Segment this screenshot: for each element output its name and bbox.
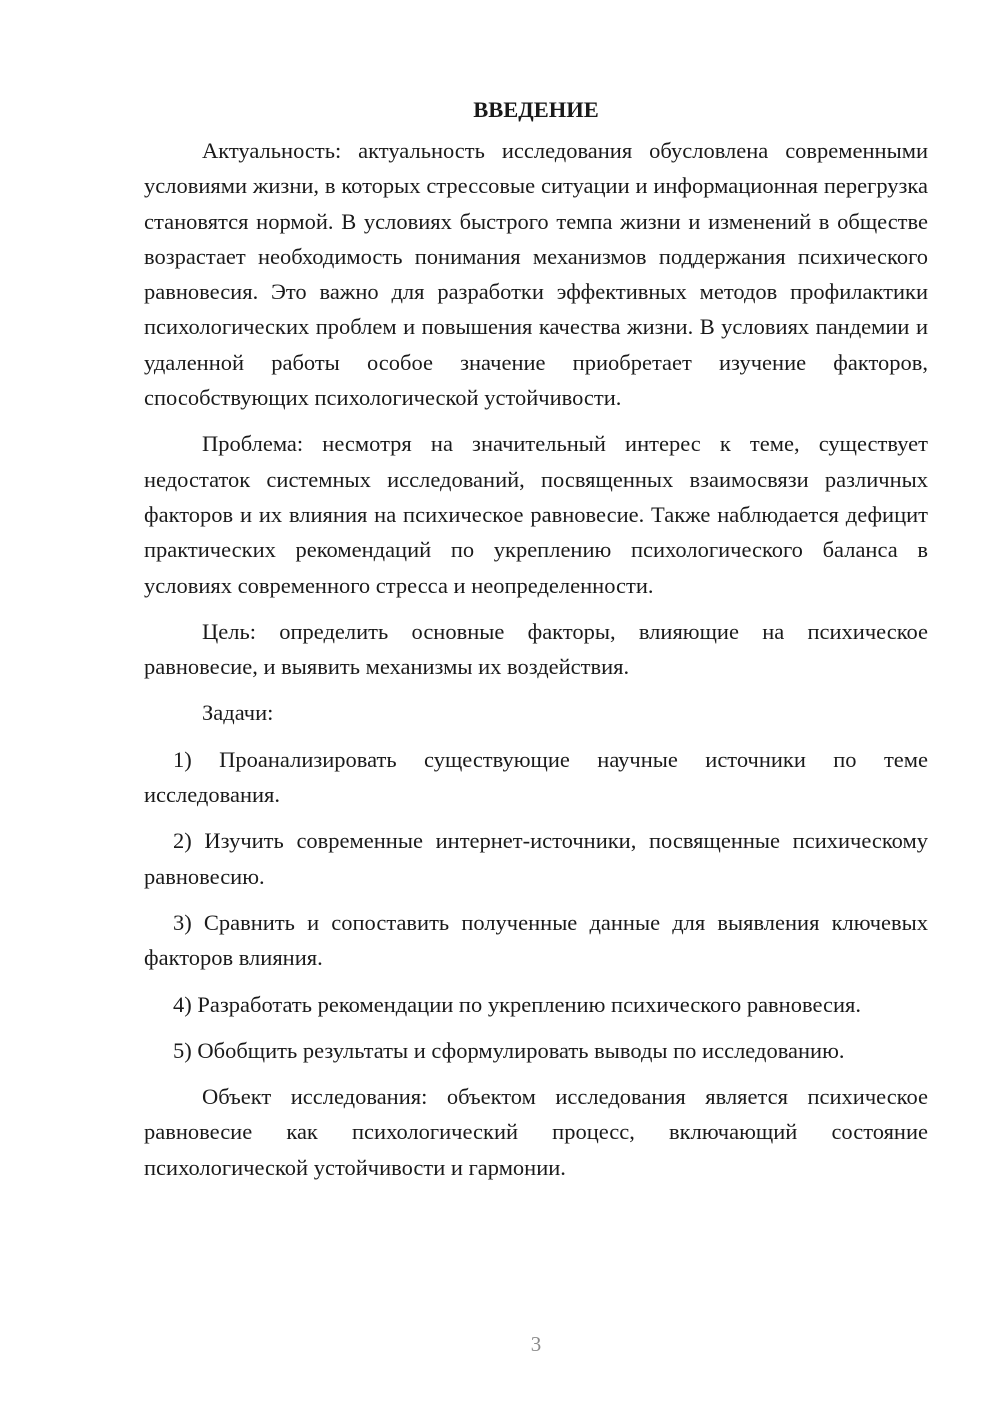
section-title: ВВЕДЕНИЕ [473, 97, 599, 122]
task-item-1: 1) Проанализировать существующие научные источники по теме исследования. [144, 746, 928, 808]
task-item-4: 4) Разработать рекомендации по укреплению психического равновесия. [173, 991, 862, 1017]
paragraph-relevance: Актуальность: актуальность исследования обусловлена современными условиями жизни, в которых стрессовые ситуации и информационная перегрузка становятся нормой. В условиях быстрого темпа жизни и изменений в обществе возрастает необходимость понимания механизмов поддержания психического равновесия. Это важно для разработки эффективных методов профилактики психологических проблем и повышения качества жизни. В условиях пандемии и удаленной работы особое значение приобретает изучение факторов, способствующих психологической устойчивости. [144, 138, 928, 411]
page-content [144, 92, 928, 1196]
page-number: 3 [530, 1332, 542, 1356]
tasks-label: Задачи: [202, 700, 274, 726]
paragraph-object: Объект исследования: объектом исследования является психическое равновесие как психологический процесс, включающий состояние психологической устойчивости и гармонии. [144, 1084, 928, 1180]
paragraph-goal: Цель: определить основные факторы, влияющие на психическое равновесие, и выявить механизмы их воздействия. [144, 618, 928, 680]
task-item-2: 2) Изучить современные интернет-источники, посвященные психическому равновесию. [144, 828, 928, 889]
task-item-3: 3) Сравнить и сопоставить полученные данные для выявления ключевых факторов влияния. [144, 909, 928, 971]
paragraph-problem: Проблема: несмотря на значительный интерес к теме, существует недостаток системных исследований, посвященных взаимосвязи различных факторов и их влияния на психическое равновесие. Также наблюдается дефицит практических рекомендаций по укреплению психологического баланса в условиях современного стресса и неопределенности. [144, 431, 928, 598]
task-item-5: 5) Обобщить результаты и сформулировать выводы по исследованию. [173, 1037, 845, 1063]
